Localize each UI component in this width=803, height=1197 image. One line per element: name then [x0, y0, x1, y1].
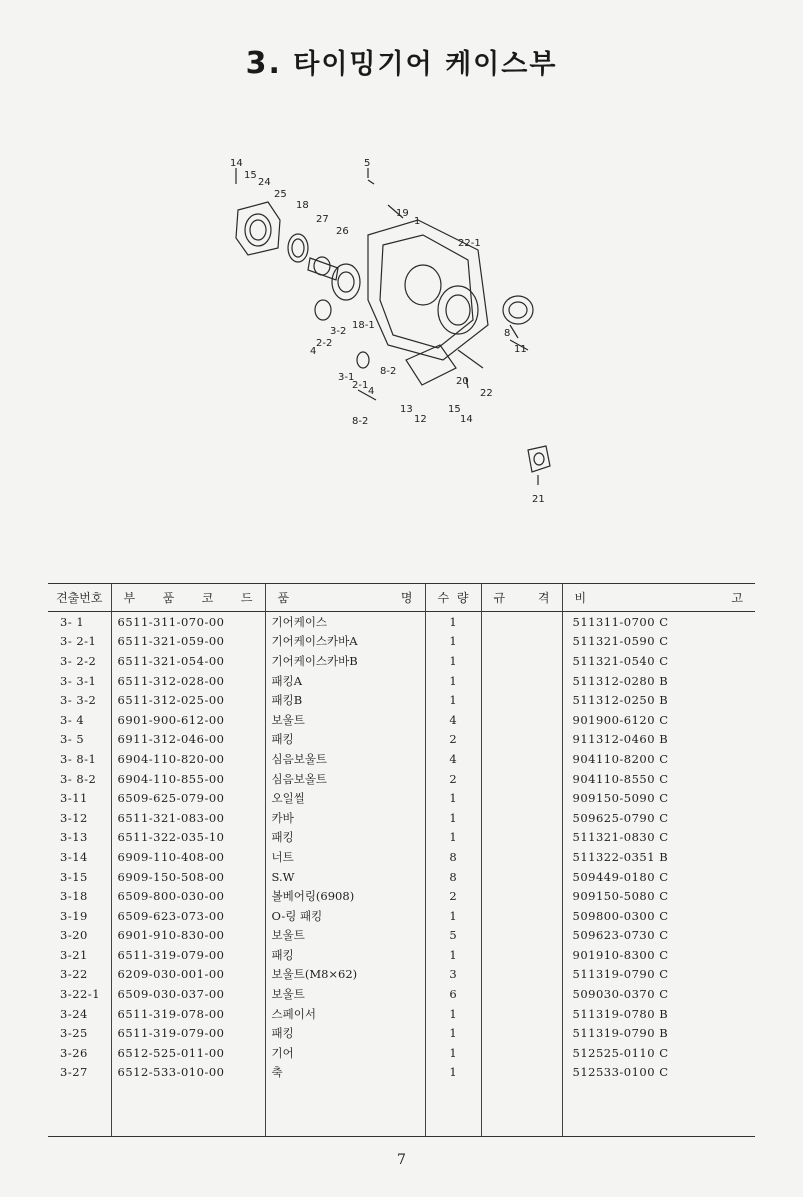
cell-quantity: 1 — [425, 671, 481, 691]
cell-part-code: 6511-312-028-00 — [111, 671, 265, 691]
cell-remarks: 511322-0351 B — [562, 847, 755, 867]
cell-quantity: 1 — [425, 828, 481, 848]
cell-spec — [481, 690, 562, 710]
callout-label: 27 — [316, 214, 329, 225]
cell-remarks: 509623-0730 C — [562, 926, 755, 946]
cell-index-no: 3-18 — [60, 889, 88, 904]
cell-part-code: 6511-319-079-00 — [111, 1023, 265, 1043]
cell-quantity: 1 — [425, 690, 481, 710]
cell-remarks: 901910-8300 C — [562, 945, 755, 965]
table-row — [48, 926, 755, 946]
cell-index-no: 3-11 — [60, 791, 88, 806]
cell-quantity: 4 — [425, 710, 481, 730]
cell-part-code: 6509-625-079-00 — [111, 788, 265, 808]
cell-spec — [481, 1043, 562, 1063]
cell-spec — [481, 965, 562, 985]
cell-part-code: 6511-319-078-00 — [111, 1004, 265, 1024]
table-row — [48, 906, 755, 926]
callout-label: 3-1 — [338, 372, 355, 383]
callout-label: 4 — [310, 346, 317, 357]
header-index-no: 견출번호 — [48, 584, 111, 612]
callout-label: 18-1 — [352, 320, 375, 331]
cell-part-code: 6511-322-035-10 — [111, 828, 265, 848]
cell-quantity: 2 — [425, 886, 481, 906]
cell-remarks: 909150-5080 C — [562, 886, 755, 906]
cell-remarks: 511311-0700 C — [562, 612, 755, 632]
cell-part-name: 스페이서 — [265, 1004, 425, 1024]
cell-spec — [481, 906, 562, 926]
cell-quantity: 2 — [425, 730, 481, 750]
header-remarks: 비 고 — [562, 584, 755, 612]
callout-label: 12 — [414, 414, 427, 425]
cover-plate-part — [406, 345, 456, 385]
cell-spec — [481, 867, 562, 887]
cell-spec — [481, 788, 562, 808]
cell-index-no: 3- 1 — [60, 614, 85, 629]
callout-label: 25 — [274, 189, 287, 200]
cell-quantity: 1 — [425, 906, 481, 926]
cell-quantity: 1 — [425, 1004, 481, 1024]
callout-label: 26 — [336, 226, 349, 237]
table-row — [48, 945, 755, 965]
table-row — [48, 965, 755, 985]
cell-quantity: 4 — [425, 749, 481, 769]
cell-spec — [481, 671, 562, 691]
cell-part-code: 6511-321-054-00 — [111, 651, 265, 671]
cell-part-name: 축 — [265, 1063, 425, 1083]
table-row — [48, 632, 755, 652]
header-part-name: 품 명 — [265, 584, 425, 612]
header-spec: 규 격 — [481, 584, 562, 612]
empty-cell — [48, 1082, 111, 1137]
callout-label: 21 — [532, 494, 545, 505]
table-row — [48, 710, 755, 730]
cell-index-no: 3-20 — [60, 928, 88, 943]
cell-part-code: 6904-110-855-00 — [111, 769, 265, 789]
cell-remarks: 511312-0250 B — [562, 690, 755, 710]
packing-a-part — [315, 300, 331, 320]
cell-index-no: 3-22 — [60, 967, 88, 982]
cell-remarks: 901900-6120 C — [562, 710, 755, 730]
header-quantity: 수 량 — [425, 584, 481, 612]
callout-label: 18 — [296, 200, 309, 211]
callout-label: 5 — [364, 158, 371, 169]
cell-part-code: 6911-312-046-00 — [111, 730, 265, 750]
cell-part-code: 6511-319-079-00 — [111, 945, 265, 965]
parts-table-header — [48, 584, 755, 612]
page-title — [0, 42, 803, 81]
cell-spec — [481, 1023, 562, 1043]
callout-label: 20 — [456, 376, 469, 387]
callout-label: 13 — [400, 404, 413, 415]
cell-part-code: 6511-321-083-00 — [111, 808, 265, 828]
callout-label: 22-1 — [458, 238, 481, 249]
cell-index-no: 3-15 — [60, 869, 88, 884]
cell-spec — [481, 710, 562, 730]
cell-part-code: 6509-623-073-00 — [111, 906, 265, 926]
cell-remarks: 511312-0280 B — [562, 671, 755, 691]
cell-quantity: 5 — [425, 926, 481, 946]
parts-table — [48, 583, 755, 1137]
cell-part-code: 6512-533-010-00 — [111, 1063, 265, 1083]
cell-spec — [481, 828, 562, 848]
cell-quantity: 8 — [425, 847, 481, 867]
cell-part-name: 너트 — [265, 847, 425, 867]
cell-index-no: 3-21 — [60, 947, 88, 962]
callout-label: 8-2 — [352, 416, 369, 427]
cell-quantity: 1 — [425, 1043, 481, 1063]
cell-part-name: 보울트 — [265, 984, 425, 1004]
cell-part-code: 6511-311-070-00 — [111, 612, 265, 632]
cell-spec — [481, 749, 562, 769]
cell-remarks: 509625-0790 C — [562, 808, 755, 828]
cell-remarks: 511319-0780 B — [562, 1004, 755, 1024]
cell-index-no: 3-12 — [60, 810, 88, 825]
cell-part-code: 6901-900-612-00 — [111, 710, 265, 730]
exploded-view-svg — [218, 150, 558, 510]
callout-label: 15 — [244, 170, 257, 181]
cell-index-no: 3- 2-2 — [60, 653, 97, 668]
cell-remarks: 909150-5090 C — [562, 788, 755, 808]
table-row — [48, 984, 755, 1004]
cell-part-name: 심음보올트 — [265, 769, 425, 789]
cell-part-name: 기어케이스 — [265, 612, 425, 632]
cell-index-no: 3-19 — [60, 908, 88, 923]
cell-remarks: 911312-0460 B — [562, 730, 755, 750]
cell-index-no: 3-27 — [60, 1065, 88, 1080]
empty-cell — [265, 1082, 425, 1137]
header-part-code: 부 품 코 드 — [111, 584, 265, 612]
cell-part-code: 6209-030-001-00 — [111, 965, 265, 985]
table-row — [48, 671, 755, 691]
cell-index-no: 3- 3-2 — [60, 693, 97, 708]
table-row — [48, 1063, 755, 1083]
cell-spec — [481, 769, 562, 789]
cell-spec — [481, 808, 562, 828]
parts-table-body — [48, 612, 755, 1137]
cell-part-code: 6509-030-037-00 — [111, 984, 265, 1004]
cell-part-name: 패킹 — [265, 945, 425, 965]
table-row — [48, 769, 755, 789]
table-row — [48, 867, 755, 887]
cell-spec — [481, 984, 562, 1004]
cell-part-name: S.W — [265, 867, 425, 887]
cell-part-name: 기어케이스카바B — [265, 651, 425, 671]
table-row — [48, 749, 755, 769]
callout-label: 19 — [396, 208, 409, 219]
callout-label: 24 — [258, 177, 271, 188]
ball-bearing-part — [288, 234, 308, 262]
cell-part-name: 카바 — [265, 808, 425, 828]
cell-remarks: 511321-0540 C — [562, 651, 755, 671]
callout-label: 3-2 — [330, 326, 347, 337]
cell-index-no: 3- 4 — [60, 712, 85, 727]
cell-part-code: 6904-110-820-00 — [111, 749, 265, 769]
cell-part-name: 기어 — [265, 1043, 425, 1063]
cell-remarks: 511321-0830 C — [562, 828, 755, 848]
cell-quantity: 1 — [425, 808, 481, 828]
empty-cell — [425, 1082, 481, 1137]
cell-part-name: 패킹 — [265, 1023, 425, 1043]
cell-remarks: 509449-0180 C — [562, 867, 755, 887]
gear-part — [332, 264, 360, 300]
table-row — [48, 690, 755, 710]
cell-spec — [481, 1004, 562, 1024]
empty-cell — [562, 1082, 755, 1137]
cell-part-name: 보울트 — [265, 710, 425, 730]
page-number: 7 — [397, 1152, 406, 1168]
table-filler-row — [48, 1082, 755, 1137]
packing-b-part — [357, 352, 369, 368]
callout-label: 2-2 — [316, 338, 333, 349]
cell-remarks: 512533-0100 C — [562, 1063, 755, 1083]
cell-spec — [481, 730, 562, 750]
cell-remarks: 511319-0790 C — [562, 965, 755, 985]
cell-remarks: 512525-0110 C — [562, 1043, 755, 1063]
cell-index-no: 3-22-1 — [60, 987, 101, 1002]
cell-quantity: 1 — [425, 1023, 481, 1043]
table-row — [48, 808, 755, 828]
cell-index-no: 3- 5 — [60, 732, 85, 747]
cell-index-no: 3-13 — [60, 830, 88, 845]
cell-index-no: 3- 8-1 — [60, 751, 97, 766]
cell-index-no: 3- 8-2 — [60, 771, 97, 786]
cell-spec — [481, 926, 562, 946]
cell-quantity: 1 — [425, 945, 481, 965]
callout-label: 14 — [230, 158, 243, 169]
callout-label: 8 — [504, 328, 511, 339]
cell-spec — [481, 945, 562, 965]
exploded-parts-diagram — [218, 150, 558, 510]
cell-remarks: 509030-0370 C — [562, 984, 755, 1004]
section-number: 3. — [245, 46, 282, 81]
cell-part-name: 패킹A — [265, 671, 425, 691]
cell-spec — [481, 847, 562, 867]
callout-label: 22 — [480, 388, 493, 399]
oil-seal-part — [503, 296, 533, 324]
cell-part-name: 볼베어링(6908) — [265, 886, 425, 906]
callout-label: 8-2 — [380, 366, 397, 377]
cell-part-name: 기어케이스카바A — [265, 632, 425, 652]
cell-part-name: 패킹 — [265, 828, 425, 848]
cell-part-name: 심음보울트 — [265, 749, 425, 769]
cell-part-name: 패킹B — [265, 690, 425, 710]
cell-quantity: 1 — [425, 788, 481, 808]
cell-quantity: 1 — [425, 632, 481, 652]
cell-part-name: 보울트(M8×62) — [265, 965, 425, 985]
packing-21-part — [528, 446, 550, 472]
cell-spec — [481, 1063, 562, 1083]
table-row — [48, 886, 755, 906]
callout-label: 4 — [368, 386, 375, 397]
section-title: 타이밍기어 케이스부 — [293, 49, 558, 80]
table-row — [48, 1023, 755, 1043]
empty-cell — [481, 1082, 562, 1137]
cell-part-code: 6511-321-059-00 — [111, 632, 265, 652]
table-row — [48, 828, 755, 848]
cell-spec — [481, 886, 562, 906]
cell-part-name: 보울트 — [265, 926, 425, 946]
cell-spec — [481, 651, 562, 671]
cell-part-name: O-링 패킹 — [265, 906, 425, 926]
table-row — [48, 1043, 755, 1063]
cell-part-code: 6909-110-408-00 — [111, 847, 265, 867]
empty-cell — [111, 1082, 265, 1137]
cell-part-code: 6909-150-508-00 — [111, 867, 265, 887]
cell-remarks: 904110-8550 C — [562, 769, 755, 789]
spacer-flange-part — [236, 202, 280, 255]
cell-quantity: 1 — [425, 612, 481, 632]
callout-label: 1 — [414, 216, 421, 227]
cell-quantity: 2 — [425, 769, 481, 789]
table-row — [48, 1004, 755, 1024]
cell-quantity: 3 — [425, 965, 481, 985]
cell-quantity: 8 — [425, 867, 481, 887]
cell-part-code: 6901-910-830-00 — [111, 926, 265, 946]
cell-index-no: 3-14 — [60, 849, 88, 864]
cell-remarks: 509800-0300 C — [562, 906, 755, 926]
cell-index-no: 3- 2-1 — [60, 634, 97, 649]
cell-spec — [481, 612, 562, 632]
shaft-part — [308, 258, 338, 280]
cell-quantity: 1 — [425, 1063, 481, 1083]
cell-remarks: 511319-0790 B — [562, 1023, 755, 1043]
callout-label: 11 — [514, 344, 527, 355]
cell-remarks: 511321-0590 C — [562, 632, 755, 652]
callout-label: 2-1 — [352, 380, 369, 391]
cell-part-name: 오일씰 — [265, 788, 425, 808]
cell-quantity: 1 — [425, 651, 481, 671]
cell-quantity: 6 — [425, 984, 481, 1004]
table-row — [48, 788, 755, 808]
cell-part-code: 6512-525-011-00 — [111, 1043, 265, 1063]
table-row — [48, 612, 755, 632]
cell-index-no: 3-24 — [60, 1006, 88, 1021]
callout-label: 14 — [460, 414, 473, 425]
cell-part-code: 6509-800-030-00 — [111, 886, 265, 906]
cell-part-code: 6511-312-025-00 — [111, 690, 265, 710]
callout-label: 15 — [448, 404, 461, 415]
table-row — [48, 847, 755, 867]
cell-index-no: 3-25 — [60, 1026, 88, 1041]
table-row — [48, 651, 755, 671]
cell-spec — [481, 632, 562, 652]
cell-remarks: 904110-8200 C — [562, 749, 755, 769]
part-callout-labels — [230, 158, 545, 505]
cell-part-name: 패킹 — [265, 730, 425, 750]
cell-index-no: 3-26 — [60, 1045, 88, 1060]
cell-index-no: 3- 3-1 — [60, 673, 97, 688]
table-row — [48, 730, 755, 750]
